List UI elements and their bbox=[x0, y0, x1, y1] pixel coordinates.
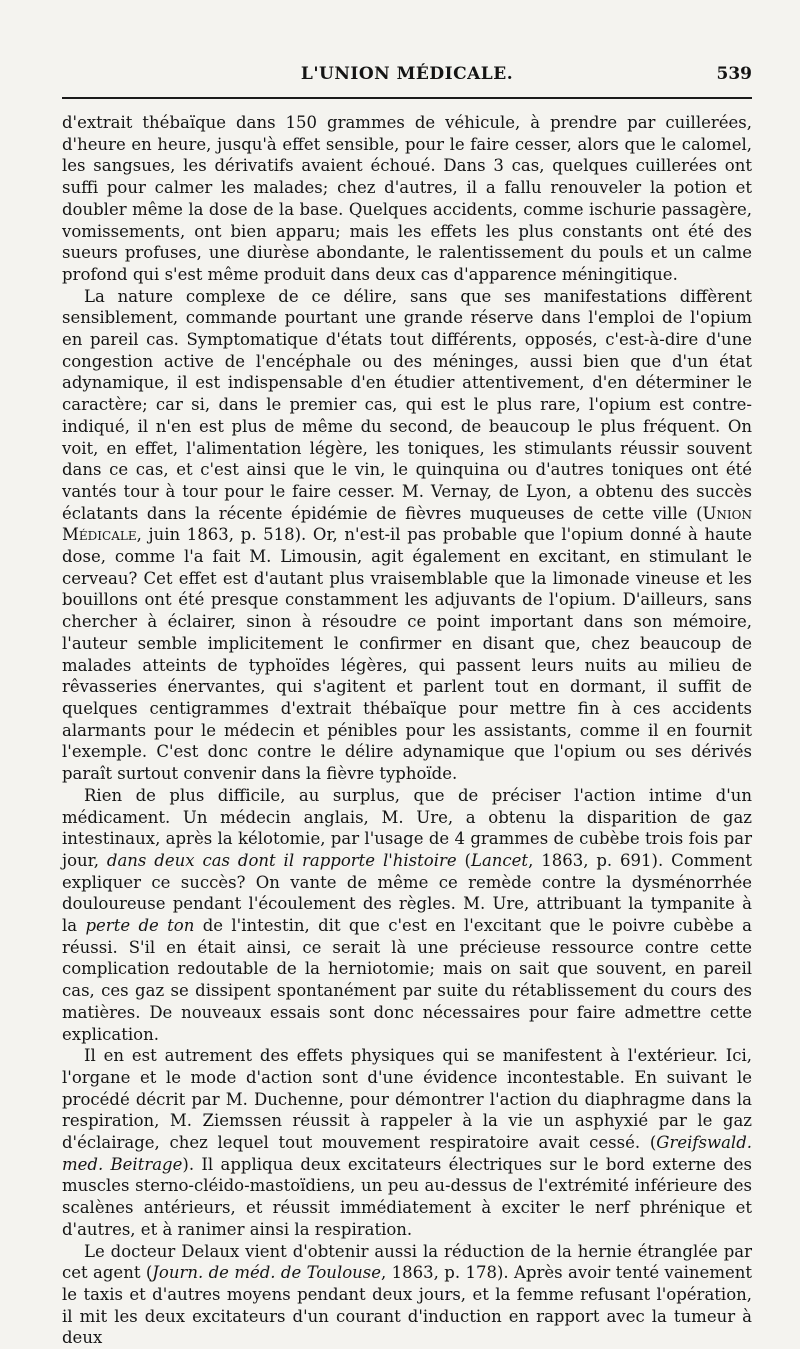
paragraph-3-text-d: de l'intestin, dit que c'est en l'excitant que le poivre cubèbe a réussi. S'il en était ainsi, ce serait là une précieuse ressource contre cette complication redoutable de la herniotomie; mais on sait que souvent, en pareil cas, ces gaz se dissipent spontanément par suite du rétablissement du cours des matières. De nouveaux essais sont donc nécessaires pour faire admettre cette explication. bbox=[62, 916, 753, 1044]
paragraph-3-text-b: ( bbox=[456, 850, 471, 870]
article-body bbox=[62, 112, 752, 1349]
paragraph-3 bbox=[62, 785, 752, 1045]
paragraph-2-text-b: , juin 1863, p. 518). Or, n'est-il pas probable que l'opium donné à haute dose, comme l'a fait M. Limousin, agit également en excitant, en stimulant le cerveau? Cet effet est d'autant plus vraisemblable que la limonade vineuse et les bouillons ont été presque constamment les adjuvants de l'opium. D'ailleurs, sans chercher à éclairer, sinon à résoudre ce point important dans son mémoire, l'auteur semble implicitement le confirmer en disant que, chez beaucoup de malades atteints de typhoïdes légères, qui passent leurs nuits au milieu de rêvasseries énervantes, qui s'agitent et parlent tout en dormant, il suffit de quelques centigrammes d'extrait thébaïque pour mettre fin à ces accidents alarmants pour le médecin et pénibles pour les assistants, comme il en fournit l'exemple. C'est donc contre le délire adynamique que l'opium ou ses dérivés paraît surtout convenir dans la fièvre typhoïde. bbox=[62, 525, 752, 784]
paragraph-5-italic-a: Journ. de méd. de Toulouse bbox=[152, 1263, 382, 1283]
paragraph-5 bbox=[62, 1241, 752, 1349]
paragraph-3-text-c: , 1863, p. 691). Comment expliquer ce succès? On vante de même ce remède contre la dysménorrhée douloureuse pendant l'écoulement des règles. M. Ure, attribuant la tympanite à la bbox=[62, 850, 752, 936]
paragraph-3-italic-c: perte de ton bbox=[85, 916, 195, 936]
page-number: 539 bbox=[716, 64, 752, 84]
paragraph-5-text-a: Le docteur Delaux vient d'obtenir aussi la réduction de la hernie étranglée par cet agent ( bbox=[62, 1241, 752, 1283]
paragraph-3-italic-b: Lancet bbox=[471, 850, 529, 870]
header-rule bbox=[62, 97, 752, 99]
paragraph-1 bbox=[62, 112, 752, 286]
paragraph-3-text-a: Rien de plus difficile, au surplus, que de préciser l'action intime d'un médicament. Un médecin anglais, M. Ure, a obtenu la disparition de gaz intestinaux, après la kélotomie, par l'usage de 4 grammes de cubèbe trois fois par jour, bbox=[62, 785, 752, 870]
paragraph-3-italic-a: dans deux cas dont il rapporte l'histoire bbox=[106, 850, 457, 870]
paragraph-1-text: d'extrait thébaïque dans 150 grammes de véhicule, à prendre par cuillerées, d'heure en heure, jusqu'à effet sensible, pour le faire cesser, alors que le calomel, les sangsues, les dérivatifs avaient échoué. Dans 3 cas, quelques cuillerées ont suffi pour calmer les malades; chez d'autres, il a fallu renouveler la potion et doubler même la dose de la base. Quelques accidents, comme ischurie passagère, vomissements, ont bien apparu; mais les effets les plus constants ont été des sueurs profuses, une diurèse abondante, le ralentissement du pouls et un calme profond qui s'est même produit dans deux cas d'apparence méningitique. bbox=[62, 113, 752, 284]
journal-title: L'UNION MÉDICALE. bbox=[300, 64, 514, 84]
paragraph-4-text-b: ). Il appliqua deux excitateurs électriques sur le bord externe des muscles sterno-cléido-mastoïdiens, un peu au-dessus de l'extrémité inférieure des scalènes antérieurs, et réussit immédiatement à exciter le nerf phrénique et d'autres, et à ranimer ainsi la respiration. bbox=[62, 1154, 753, 1239]
paragraph-4-italic-a: Greifswald. med. Beitrage bbox=[62, 1133, 752, 1174]
journal-citation: Union Médicale bbox=[62, 503, 752, 545]
running-header bbox=[62, 60, 752, 90]
paragraph-2 bbox=[62, 286, 752, 785]
paragraph-4 bbox=[62, 1045, 752, 1240]
paragraph-5-text-b: , 1863, p. 178). Après avoir tenté vainement le taxis et d'autres moyens pendant deux jours, et la femme refusant l'opération, il mit les deux excitateurs d'un courant d'induction en rapport avec la tumeur à deux bbox=[62, 1263, 752, 1348]
paragraph-4-text-a: Il en est autrement des effets physiques qui se manifestent à l'extérieur. Ici, l'organe et le mode d'action sont d'une évidence incontestable. En suivant le procédé décrit par M. Duchenne, pour démontrer l'action du diaphragme dans la respiration, M. Ziemssen réussit à rappeler à la vie un asphyxié par le gaz d'éclairage, chez lequel tout mouvement respiratoire avait cessé. ( bbox=[62, 1046, 752, 1153]
paragraph-2-text-a: La nature complexe de ce délire, sans que ses manifestations diffèrent sensiblement, commande pourtant une grande réserve dans l'emploi de l'opium en pareil cas. Symptomatique d'états tout différents, opposés, c'est-à-dire d'une congestion active de l'encéphale ou des méninges, aussi bien que d'un état adynamique, il est indispensable d'en étudier attentivement, d'en déterminer le caractère; car si, dans le premier cas, qui est le plus rare, l'opium est contre-indiqué, il n'en est plus de même du second, de beaucoup le plus fréquent. On voit, en effet, l'alimentation légère, les toniques, les stimulants réussir souvent dans ce cas, et c'est ainsi que le vin, le quinquina ou d'autres toniques ont été vantés tour à tour pour le faire cesser. M. Vernay, de Lyon, a obtenu des succès éclatants dans la récente épidémie de fièvres muqueuses de cette ville ( bbox=[62, 286, 752, 523]
